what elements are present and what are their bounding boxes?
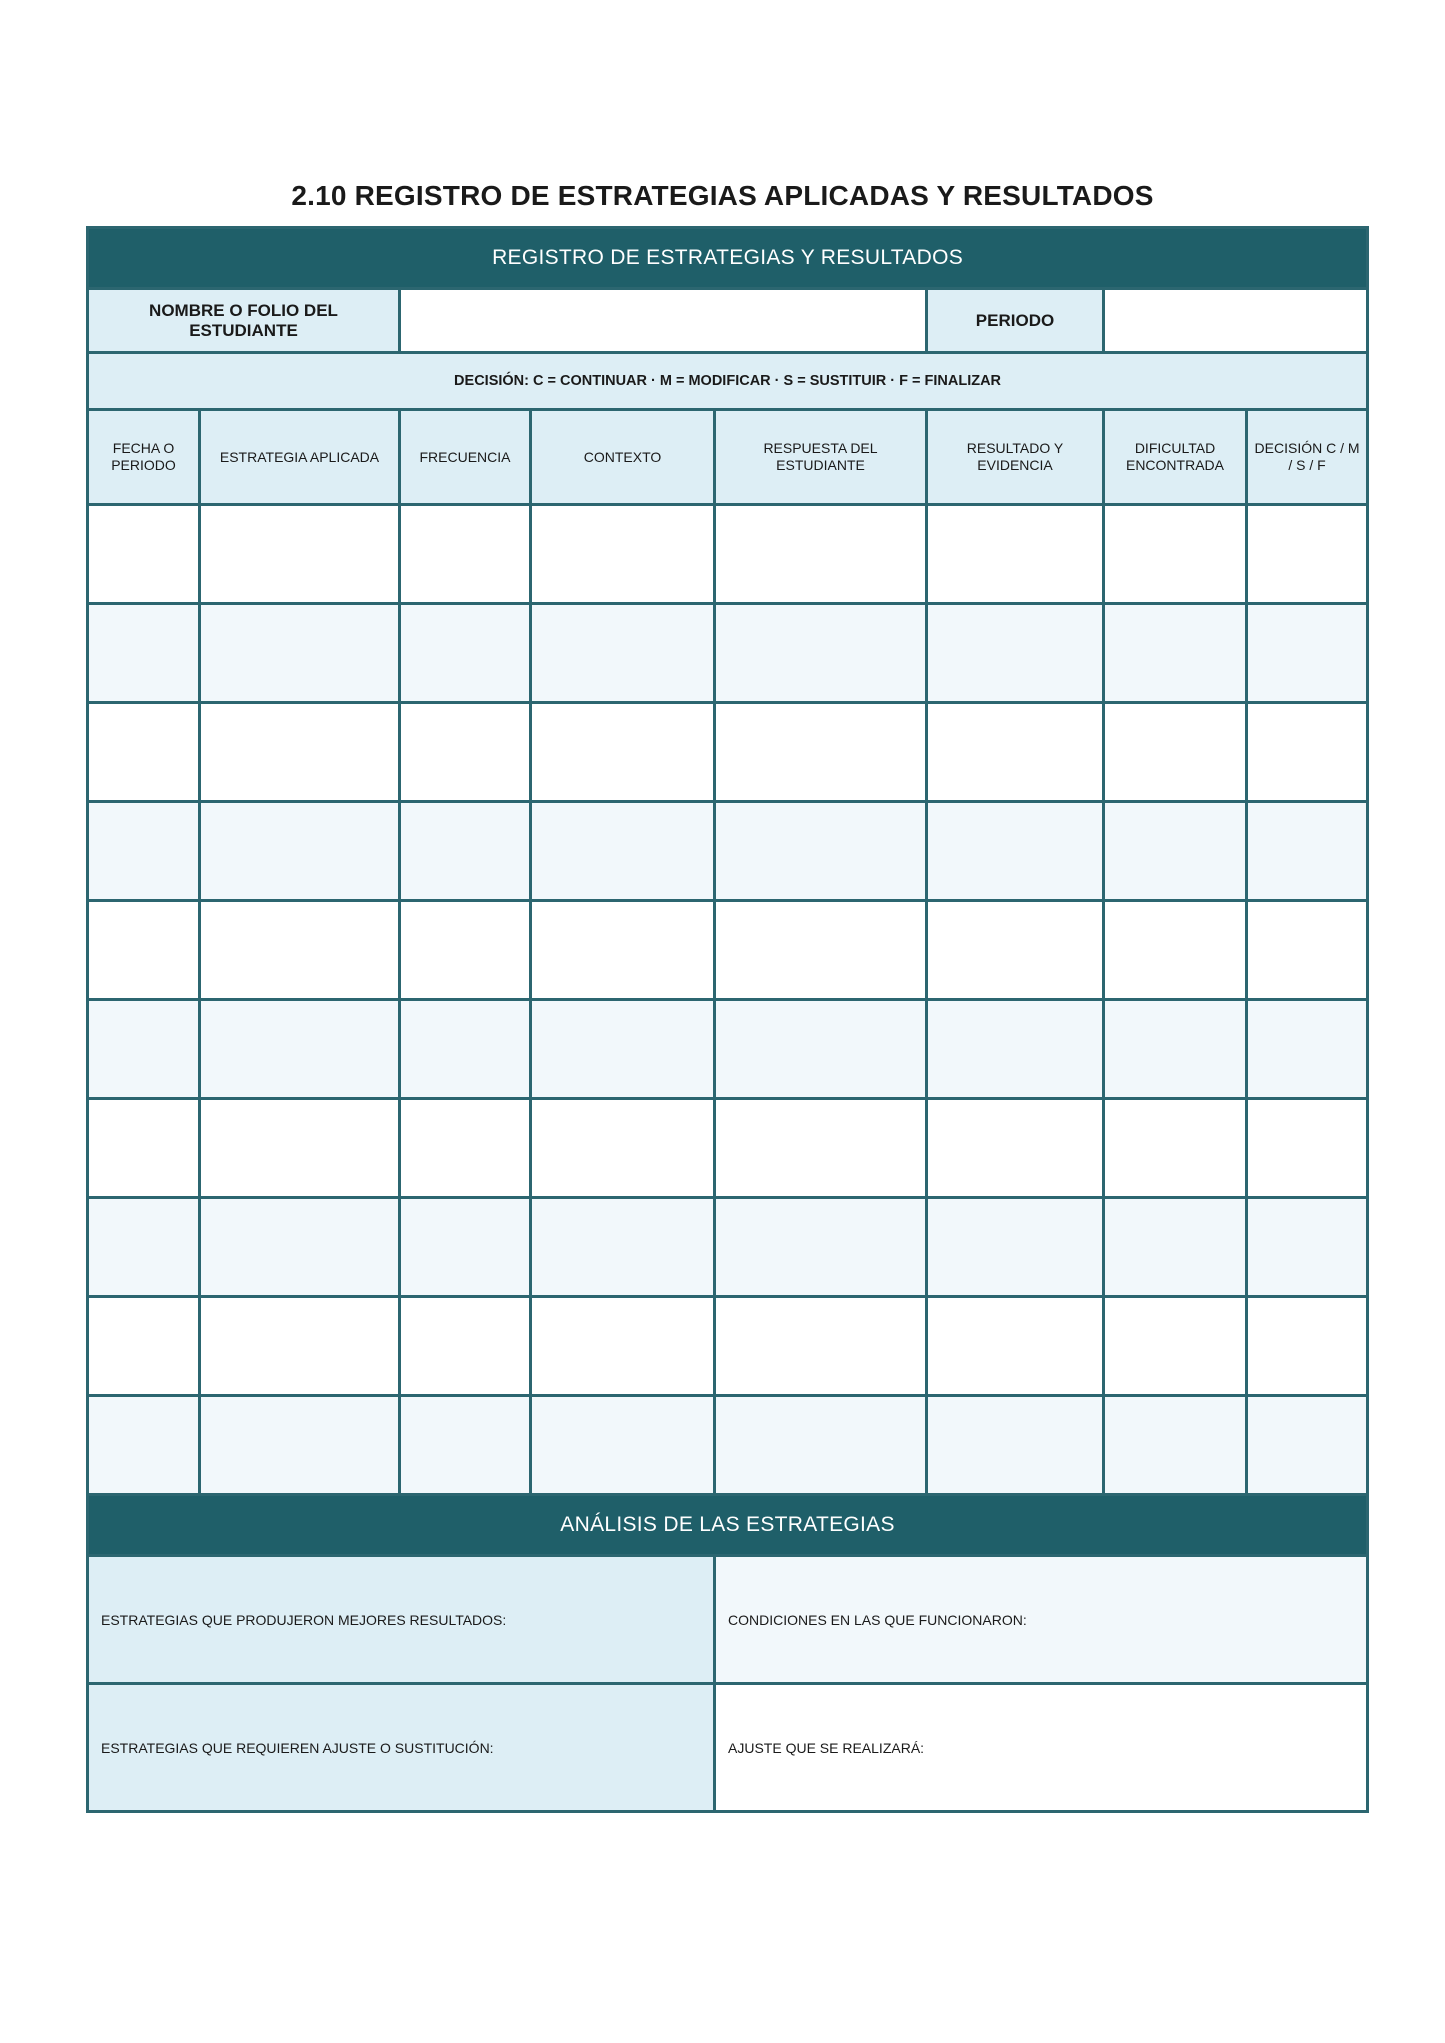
- record-cell[interactable]: [1247, 1198, 1368, 1297]
- record-cell[interactable]: [715, 1396, 927, 1495]
- record-cell[interactable]: [715, 604, 927, 703]
- record-cell[interactable]: [531, 1297, 715, 1396]
- record-cell[interactable]: [927, 604, 1104, 703]
- record-cell[interactable]: [200, 1099, 400, 1198]
- record-cell[interactable]: [200, 1297, 400, 1396]
- record-cell[interactable]: [400, 901, 531, 1000]
- record-cell[interactable]: [715, 1099, 927, 1198]
- record-cell[interactable]: [1104, 703, 1247, 802]
- record-cell[interactable]: [715, 802, 927, 901]
- record-row: [88, 604, 1368, 703]
- decision-legend: DECISIÓN: C = CONTINUAR · M = MODIFICAR · S = SUSTITUIR · F = FINALIZAR: [88, 353, 1368, 410]
- record-cell[interactable]: [1247, 1396, 1368, 1495]
- period-label: PERIODO: [927, 289, 1104, 353]
- record-row: [88, 703, 1368, 802]
- record-cell[interactable]: [1247, 505, 1368, 604]
- record-row: [88, 1099, 1368, 1198]
- strategy-record-form: [86, 226, 1366, 1847]
- record-cell[interactable]: [1247, 1297, 1368, 1396]
- record-cell[interactable]: [1247, 901, 1368, 1000]
- record-cell[interactable]: [200, 505, 400, 604]
- column-header: ESTRATEGIA APLICADA: [200, 410, 400, 505]
- column-header: DIFICULTAD ENCONTRADA: [1104, 410, 1247, 505]
- column-header: DECISIÓN C / M / S / F: [1247, 410, 1368, 505]
- record-cell[interactable]: [1104, 1198, 1247, 1297]
- record-cell[interactable]: [927, 505, 1104, 604]
- record-cell[interactable]: [400, 1099, 531, 1198]
- record-cell[interactable]: [88, 604, 200, 703]
- record-cell[interactable]: [400, 604, 531, 703]
- record-cell[interactable]: [927, 1099, 1104, 1198]
- record-row: [88, 1000, 1368, 1099]
- record-cell[interactable]: [531, 1396, 715, 1495]
- strategy-record-table: [86, 226, 1369, 1813]
- record-cell[interactable]: [927, 1396, 1104, 1495]
- conditions-field[interactable]: [715, 1556, 1368, 1684]
- adjust-strategies-label: ESTRATEGIAS QUE REQUIEREN AJUSTE O SUSTITUCIÓN:: [101, 1739, 494, 1756]
- record-cell[interactable]: [88, 1396, 200, 1495]
- record-cell[interactable]: [531, 802, 715, 901]
- record-cell[interactable]: [715, 505, 927, 604]
- column-header: RESULTADO Y EVIDENCIA: [927, 410, 1104, 505]
- best-strategies-label: ESTRATEGIAS QUE PRODUJERON MEJORES RESULTADOS:: [101, 1611, 507, 1628]
- record-row: [88, 505, 1368, 604]
- record-cell[interactable]: [927, 1297, 1104, 1396]
- record-row: [88, 901, 1368, 1000]
- record-cell[interactable]: [200, 802, 400, 901]
- record-cell[interactable]: [88, 1297, 200, 1396]
- record-cell[interactable]: [400, 1396, 531, 1495]
- record-cell[interactable]: [715, 703, 927, 802]
- record-cell[interactable]: [927, 703, 1104, 802]
- record-row: [88, 1297, 1368, 1396]
- record-cell[interactable]: [88, 802, 200, 901]
- record-row: [88, 802, 1368, 901]
- record-cell[interactable]: [1247, 1000, 1368, 1099]
- record-cell[interactable]: [1104, 1297, 1247, 1396]
- record-cell[interactable]: [400, 505, 531, 604]
- record-cell[interactable]: [1104, 901, 1247, 1000]
- record-cell[interactable]: [88, 1198, 200, 1297]
- record-cell[interactable]: [400, 802, 531, 901]
- record-cell[interactable]: [200, 604, 400, 703]
- record-cell[interactable]: [1104, 1000, 1247, 1099]
- record-cell[interactable]: [1104, 604, 1247, 703]
- record-cell[interactable]: [531, 604, 715, 703]
- record-cell[interactable]: [927, 1000, 1104, 1099]
- column-header: RESPUESTA DEL ESTUDIANTE: [715, 410, 927, 505]
- record-cell[interactable]: [715, 1198, 927, 1297]
- record-cell[interactable]: [1247, 1099, 1368, 1198]
- record-cell[interactable]: [88, 901, 200, 1000]
- record-cell[interactable]: [88, 1000, 200, 1099]
- record-cell[interactable]: [531, 1000, 715, 1099]
- student-name-label: NOMBRE O FOLIO DEL ESTUDIANTE: [88, 289, 400, 353]
- record-row: [88, 1396, 1368, 1495]
- record-cell[interactable]: [88, 703, 200, 802]
- planned-adjustment-field[interactable]: [715, 1684, 1368, 1812]
- record-cell[interactable]: [531, 1099, 715, 1198]
- page-title: 2.10 REGISTRO DE ESTRATEGIAS APLICADAS Y RESULTADOS: [291, 180, 1154, 211]
- record-cell[interactable]: [715, 1297, 927, 1396]
- record-cell[interactable]: [1104, 802, 1247, 901]
- record-cell[interactable]: [200, 901, 400, 1000]
- record-cell[interactable]: [531, 901, 715, 1000]
- record-cell[interactable]: [715, 901, 927, 1000]
- record-cell[interactable]: [1247, 703, 1368, 802]
- record-cell[interactable]: [200, 1198, 400, 1297]
- conditions-label: CONDICIONES EN LAS QUE FUNCIONARON:: [728, 1611, 1027, 1628]
- record-cell[interactable]: [400, 1297, 531, 1396]
- record-cell[interactable]: [531, 505, 715, 604]
- record-cell[interactable]: [400, 1198, 531, 1297]
- record-cell[interactable]: [1104, 1396, 1247, 1495]
- record-cell[interactable]: [400, 1000, 531, 1099]
- period-field[interactable]: [1104, 289, 1368, 353]
- record-cell[interactable]: [1104, 505, 1247, 604]
- record-cell[interactable]: [200, 703, 400, 802]
- adjust-strategies-field[interactable]: [88, 1684, 715, 1812]
- planned-adjustment-label: AJUSTE QUE SE REALIZARÁ:: [728, 1739, 925, 1756]
- student-name-field[interactable]: [400, 289, 927, 353]
- record-cell[interactable]: [88, 1099, 200, 1198]
- record-cell[interactable]: [927, 802, 1104, 901]
- record-cell[interactable]: [200, 1000, 400, 1099]
- column-header: CONTEXTO: [531, 410, 715, 505]
- best-strategies-field[interactable]: [88, 1556, 715, 1684]
- record-cell[interactable]: [927, 1198, 1104, 1297]
- record-cell[interactable]: [1104, 1099, 1247, 1198]
- record-cell[interactable]: [88, 505, 200, 604]
- column-header: FECHA O PERIODO: [88, 410, 200, 505]
- record-cell[interactable]: [927, 901, 1104, 1000]
- record-cell[interactable]: [1247, 604, 1368, 703]
- record-cell[interactable]: [200, 1396, 400, 1495]
- record-cell[interactable]: [715, 1000, 927, 1099]
- analisis-header: ANÁLISIS DE LAS ESTRATEGIAS: [88, 1495, 1368, 1556]
- record-cell[interactable]: [400, 703, 531, 802]
- record-rows: [88, 505, 1368, 1495]
- registro-header: REGISTRO DE ESTRATEGIAS Y RESULTADOS: [88, 228, 1368, 289]
- record-cell[interactable]: [531, 703, 715, 802]
- column-header: FRECUENCIA: [400, 410, 531, 505]
- record-row: [88, 1198, 1368, 1297]
- record-cell[interactable]: [531, 1198, 715, 1297]
- record-cell[interactable]: [1247, 802, 1368, 901]
